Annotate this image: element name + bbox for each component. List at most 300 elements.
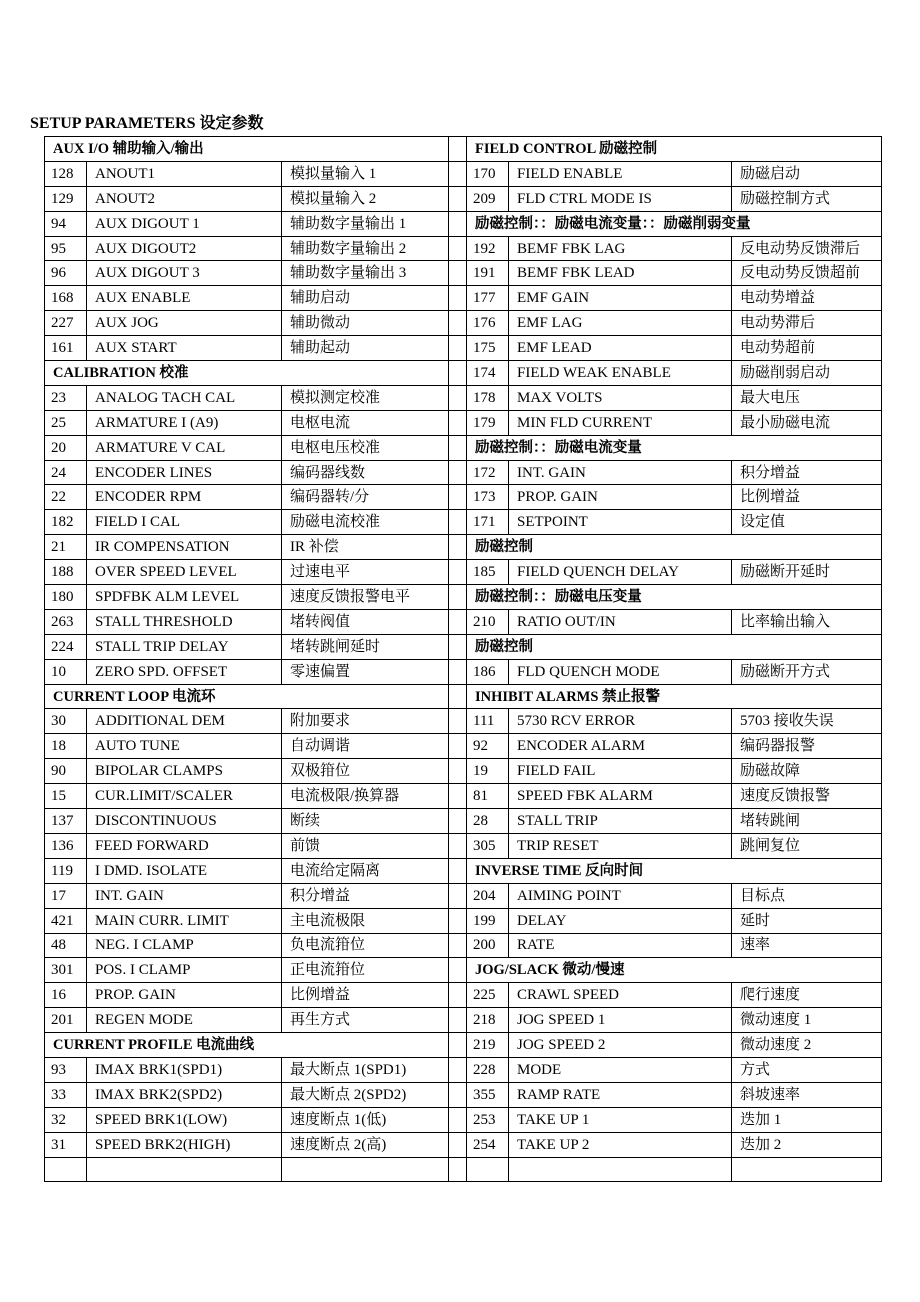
right-param-name: AIMING POINT	[509, 883, 732, 908]
right-param-name: STALL TRIP	[509, 809, 732, 834]
left-param-number: 23	[45, 385, 87, 410]
left-param-description: 辅助数字量输出 2	[282, 236, 449, 261]
left-param-number: 15	[45, 784, 87, 809]
right-param-name: BEMF FBK LEAD	[509, 261, 732, 286]
left-param-number: 90	[45, 759, 87, 784]
left-param-number: 21	[45, 535, 87, 560]
left-param-name: STALL TRIP DELAY	[87, 634, 282, 659]
left-param-name: FIELD I CAL	[87, 510, 282, 535]
left-param-name: INT. GAIN	[87, 883, 282, 908]
left-param-description: 双极箝位	[282, 759, 449, 784]
left-param-number: 201	[45, 1008, 87, 1033]
table-row	[45, 983, 882, 1008]
right-param-number: 92	[467, 734, 509, 759]
left-param-description: 自动调谐	[282, 734, 449, 759]
table-row	[45, 236, 882, 261]
left-param-number: 33	[45, 1082, 87, 1107]
column-gap	[449, 709, 467, 734]
table-row	[45, 435, 882, 460]
right-param-description: 跳闸复位	[732, 833, 882, 858]
table-row	[45, 684, 882, 709]
left-param-number: 137	[45, 809, 87, 834]
left-param-description: 堵转阀值	[282, 609, 449, 634]
column-gap	[449, 784, 467, 809]
right-param-description: 微动速度 1	[732, 1008, 882, 1033]
right-param-name: SETPOINT	[509, 510, 732, 535]
right-param-number: 355	[467, 1082, 509, 1107]
right-param-description: 反电动势反馈滞后	[732, 236, 882, 261]
right-param-description: 积分增益	[732, 460, 882, 485]
right-param-number: 253	[467, 1107, 509, 1132]
table-row	[45, 933, 882, 958]
right-param-description: 设定值	[732, 510, 882, 535]
left-param-description: 堵转跳闸延时	[282, 634, 449, 659]
left-param-description: 辅助数字量输出 1	[282, 211, 449, 236]
left-param-name: IMAX BRK1(SPD1)	[87, 1057, 282, 1082]
left-param-number: 94	[45, 211, 87, 236]
column-gap	[449, 361, 467, 386]
left-param-name	[87, 1157, 282, 1182]
column-gap	[449, 1008, 467, 1033]
left-param-description: 辅助数字量输出 3	[282, 261, 449, 286]
column-gap	[449, 609, 467, 634]
right-param-number: 209	[467, 186, 509, 211]
right-param-number: 204	[467, 883, 509, 908]
right-param-name: BEMF FBK LAG	[509, 236, 732, 261]
right-param-number: 176	[467, 311, 509, 336]
column-gap	[449, 385, 467, 410]
left-param-name: SPEED BRK2(HIGH)	[87, 1132, 282, 1157]
right-param-name	[509, 1157, 732, 1182]
left-param-name: IR COMPENSATION	[87, 535, 282, 560]
right-param-description: 电动势增益	[732, 286, 882, 311]
table-row	[45, 186, 882, 211]
right-param-name: SPEED FBK ALARM	[509, 784, 732, 809]
left-param-name: ANOUT1	[87, 161, 282, 186]
right-param-description: 方式	[732, 1057, 882, 1082]
column-gap	[449, 311, 467, 336]
right-param-name: FIELD ENABLE	[509, 161, 732, 186]
left-param-description: 速度断点 1(低)	[282, 1107, 449, 1132]
right-param-description: 堵转跳闸	[732, 809, 882, 834]
column-gap	[449, 1107, 467, 1132]
left-param-number: 119	[45, 858, 87, 883]
column-gap	[449, 410, 467, 435]
table-row	[45, 908, 882, 933]
table-row	[45, 609, 882, 634]
right-param-name: EMF GAIN	[509, 286, 732, 311]
column-gap	[449, 1033, 467, 1058]
right-param-number: 186	[467, 659, 509, 684]
left-param-name: ENCODER RPM	[87, 485, 282, 510]
right-param-number: 19	[467, 759, 509, 784]
right-param-description: 速率	[732, 933, 882, 958]
table-row	[45, 560, 882, 585]
left-param-name: DISCONTINUOUS	[87, 809, 282, 834]
right-param-name: CRAWL SPEED	[509, 983, 732, 1008]
column-gap	[449, 759, 467, 784]
left-param-description: 附加要求	[282, 709, 449, 734]
left-section-header: AUX I/O 辅助输入/输出	[45, 137, 449, 162]
left-param-number: 22	[45, 485, 87, 510]
right-param-name: PROP. GAIN	[509, 485, 732, 510]
column-gap	[449, 585, 467, 610]
table-row	[45, 410, 882, 435]
right-param-name: EMF LEAD	[509, 336, 732, 361]
right-param-name: INT. GAIN	[509, 460, 732, 485]
left-param-number	[45, 1157, 87, 1182]
left-param-name: AUTO TUNE	[87, 734, 282, 759]
column-gap	[449, 460, 467, 485]
right-param-description: 斜坡速率	[732, 1082, 882, 1107]
right-param-number: 228	[467, 1057, 509, 1082]
table-row	[45, 535, 882, 560]
table-row	[45, 759, 882, 784]
right-param-number: 200	[467, 933, 509, 958]
table-row	[45, 858, 882, 883]
left-section-header: CURRENT LOOP 电流环	[45, 684, 449, 709]
right-param-description: 电动势超前	[732, 336, 882, 361]
right-param-name: FIELD WEAK ENABLE	[509, 361, 732, 386]
left-param-description: 负电流箝位	[282, 933, 449, 958]
table-row	[45, 137, 882, 162]
left-param-name: MAIN CURR. LIMIT	[87, 908, 282, 933]
right-param-description: 比例增益	[732, 485, 882, 510]
column-gap	[449, 908, 467, 933]
column-gap	[449, 161, 467, 186]
table-row	[45, 361, 882, 386]
left-param-description: 断续	[282, 809, 449, 834]
table-row	[45, 883, 882, 908]
right-param-name: FLD QUENCH MODE	[509, 659, 732, 684]
left-param-description: 模拟量输入 1	[282, 161, 449, 186]
right-param-number: 199	[467, 908, 509, 933]
left-param-number: 168	[45, 286, 87, 311]
left-param-number: 30	[45, 709, 87, 734]
right-param-description: 迭加 1	[732, 1107, 882, 1132]
left-param-number: 182	[45, 510, 87, 535]
column-gap	[449, 336, 467, 361]
right-param-name: MODE	[509, 1057, 732, 1082]
parameters-table	[44, 136, 882, 1182]
left-param-number: 17	[45, 883, 87, 908]
table-row	[45, 634, 882, 659]
column-gap	[449, 1057, 467, 1082]
right-param-description	[732, 1157, 882, 1182]
left-param-name: AUX START	[87, 336, 282, 361]
column-gap	[449, 833, 467, 858]
column-gap	[449, 734, 467, 759]
right-param-name: DELAY	[509, 908, 732, 933]
column-gap	[449, 485, 467, 510]
left-param-description: 速度断点 2(高)	[282, 1132, 449, 1157]
left-param-description	[282, 1157, 449, 1182]
left-param-description: 前馈	[282, 833, 449, 858]
right-section-header: INVERSE TIME 反向时间	[467, 858, 882, 883]
right-section-header: JOG/SLACK 微动/慢速	[467, 958, 882, 983]
table-row	[45, 784, 882, 809]
right-param-name: RATIO OUT/IN	[509, 609, 732, 634]
column-gap	[449, 933, 467, 958]
column-gap	[449, 958, 467, 983]
left-param-name: NEG. I CLAMP	[87, 933, 282, 958]
right-param-name: FIELD QUENCH DELAY	[509, 560, 732, 585]
left-param-description: 模拟测定校准	[282, 385, 449, 410]
column-gap	[449, 286, 467, 311]
right-param-number: 28	[467, 809, 509, 834]
left-param-number: 20	[45, 435, 87, 460]
left-param-name: CUR.LIMIT/SCALER	[87, 784, 282, 809]
right-section-header: FIELD CONTROL 励磁控制	[467, 137, 882, 162]
right-param-number: 254	[467, 1132, 509, 1157]
column-gap	[449, 137, 467, 162]
left-param-description: 电流给定隔离	[282, 858, 449, 883]
left-param-number: 128	[45, 161, 87, 186]
column-gap	[449, 261, 467, 286]
table-row	[45, 1008, 882, 1033]
right-param-description: 微动速度 2	[732, 1033, 882, 1058]
right-param-name: RAMP RATE	[509, 1082, 732, 1107]
table-row	[45, 958, 882, 983]
column-gap	[449, 1082, 467, 1107]
table-row	[45, 833, 882, 858]
column-gap	[449, 809, 467, 834]
left-param-name: SPEED BRK1(LOW)	[87, 1107, 282, 1132]
left-param-name: IMAX BRK2(SPD2)	[87, 1082, 282, 1107]
right-param-description: 延时	[732, 908, 882, 933]
right-param-description: 励磁断开方式	[732, 659, 882, 684]
right-param-name: MAX VOLTS	[509, 385, 732, 410]
right-param-number: 172	[467, 460, 509, 485]
left-param-number: 224	[45, 634, 87, 659]
right-param-description: 励磁故障	[732, 759, 882, 784]
table-row	[45, 1082, 882, 1107]
column-gap	[449, 684, 467, 709]
left-param-description: 再生方式	[282, 1008, 449, 1033]
right-param-number: 111	[467, 709, 509, 734]
table-row	[45, 460, 882, 485]
left-param-number: 96	[45, 261, 87, 286]
right-param-number: 210	[467, 609, 509, 634]
left-param-number: 188	[45, 560, 87, 585]
left-param-number: 25	[45, 410, 87, 435]
right-param-description: 爬行速度	[732, 983, 882, 1008]
left-param-number: 31	[45, 1132, 87, 1157]
left-section-header: CURRENT PROFILE 电流曲线	[45, 1033, 449, 1058]
right-section-header: 励磁控制：：励磁电流变量	[467, 435, 882, 460]
right-param-description: 励磁启动	[732, 161, 882, 186]
table-row	[45, 1057, 882, 1082]
column-gap	[449, 858, 467, 883]
right-param-description: 比率输出输入	[732, 609, 882, 634]
left-param-name: FEED FORWARD	[87, 833, 282, 858]
right-param-description: 迭加 2	[732, 1132, 882, 1157]
table-row	[45, 385, 882, 410]
right-param-number: 218	[467, 1008, 509, 1033]
table-row	[45, 510, 882, 535]
right-param-description: 速度反馈报警	[732, 784, 882, 809]
left-param-number: 93	[45, 1057, 87, 1082]
left-param-number: 16	[45, 983, 87, 1008]
left-param-description: 主电流极限	[282, 908, 449, 933]
right-param-description: 励磁削弱启动	[732, 361, 882, 386]
table-row	[45, 336, 882, 361]
column-gap	[449, 435, 467, 460]
right-param-description: 最大电压	[732, 385, 882, 410]
left-param-description: 正电流箝位	[282, 958, 449, 983]
column-gap	[449, 1157, 467, 1182]
right-param-name: ENCODER ALARM	[509, 734, 732, 759]
left-param-name: ANALOG TACH CAL	[87, 385, 282, 410]
column-gap	[449, 634, 467, 659]
right-param-number: 219	[467, 1033, 509, 1058]
left-param-name: ENCODER LINES	[87, 460, 282, 485]
right-param-number: 173	[467, 485, 509, 510]
right-param-name: MIN FLD CURRENT	[509, 410, 732, 435]
left-param-number: 129	[45, 186, 87, 211]
left-param-description: 编码器线数	[282, 460, 449, 485]
column-gap	[449, 211, 467, 236]
right-param-number: 179	[467, 410, 509, 435]
column-gap	[449, 983, 467, 1008]
left-param-number: 18	[45, 734, 87, 759]
left-param-number: 32	[45, 1107, 87, 1132]
right-param-number: 170	[467, 161, 509, 186]
parameters-table-body	[45, 137, 882, 1182]
left-param-description: 编码器转/分	[282, 485, 449, 510]
right-param-name: TAKE UP 1	[509, 1107, 732, 1132]
right-param-name: 5730 RCV ERROR	[509, 709, 732, 734]
right-param-number	[467, 1157, 509, 1182]
left-param-name: PROP. GAIN	[87, 983, 282, 1008]
left-param-name: POS. I CLAMP	[87, 958, 282, 983]
left-param-name: AUX DIGOUT 1	[87, 211, 282, 236]
right-param-description: 最小励磁电流	[732, 410, 882, 435]
left-param-name: AUX JOG	[87, 311, 282, 336]
column-gap	[449, 236, 467, 261]
left-param-description: 最大断点 2(SPD2)	[282, 1082, 449, 1107]
left-param-number: 10	[45, 659, 87, 684]
left-param-description: 比例增益	[282, 983, 449, 1008]
right-param-description: 反电动势反馈超前	[732, 261, 882, 286]
right-section-header: 励磁控制：：励磁电压变量	[467, 585, 882, 610]
column-gap	[449, 535, 467, 560]
table-row	[45, 659, 882, 684]
table-row	[45, 161, 882, 186]
left-param-name: AUX DIGOUT 3	[87, 261, 282, 286]
right-param-name: FLD CTRL MODE IS	[509, 186, 732, 211]
left-param-description: 辅助起动	[282, 336, 449, 361]
right-param-number: 225	[467, 983, 509, 1008]
column-gap	[449, 1132, 467, 1157]
left-param-name: I DMD. ISOLATE	[87, 858, 282, 883]
left-param-description: 辅助启动	[282, 286, 449, 311]
right-param-number: 191	[467, 261, 509, 286]
left-param-description: 最大断点 1(SPD1)	[282, 1057, 449, 1082]
right-param-number: 171	[467, 510, 509, 535]
left-param-name: AUX ENABLE	[87, 286, 282, 311]
table-row	[45, 734, 882, 759]
left-param-name: SPDFBK ALM LEVEL	[87, 585, 282, 610]
right-param-description: 编码器报警	[732, 734, 882, 759]
table-row	[45, 809, 882, 834]
right-param-number: 175	[467, 336, 509, 361]
right-param-description: 目标点	[732, 883, 882, 908]
left-param-name: ARMATURE V CAL	[87, 435, 282, 460]
left-param-name: ZERO SPD. OFFSET	[87, 659, 282, 684]
table-row	[45, 1157, 882, 1182]
right-param-name: RATE	[509, 933, 732, 958]
left-param-name: BIPOLAR CLAMPS	[87, 759, 282, 784]
right-param-description: 5703 接收失误	[732, 709, 882, 734]
left-param-number: 48	[45, 933, 87, 958]
right-param-description: 电动势滞后	[732, 311, 882, 336]
column-gap	[449, 659, 467, 684]
left-param-description: 模拟量输入 2	[282, 186, 449, 211]
right-param-name: JOG SPEED 1	[509, 1008, 732, 1033]
right-param-name: FIELD FAIL	[509, 759, 732, 784]
right-section-header: INHIBIT ALARMS 禁止报警	[467, 684, 882, 709]
left-param-description: 积分增益	[282, 883, 449, 908]
left-param-number: 180	[45, 585, 87, 610]
left-param-number: 24	[45, 460, 87, 485]
right-param-name: JOG SPEED 2	[509, 1033, 732, 1058]
left-param-number: 263	[45, 609, 87, 634]
right-param-number: 177	[467, 286, 509, 311]
right-param-name: TAKE UP 2	[509, 1132, 732, 1157]
left-param-number: 421	[45, 908, 87, 933]
right-param-number: 305	[467, 833, 509, 858]
left-param-name: ADDITIONAL DEM	[87, 709, 282, 734]
right-param-name: EMF LAG	[509, 311, 732, 336]
left-param-description: IR 补偿	[282, 535, 449, 560]
column-gap	[449, 510, 467, 535]
left-param-description: 速度反馈报警电平	[282, 585, 449, 610]
right-param-description: 励磁断开延时	[732, 560, 882, 585]
table-row	[45, 211, 882, 236]
table-row	[45, 261, 882, 286]
left-param-number: 95	[45, 236, 87, 261]
left-param-name: ARMATURE I (A9)	[87, 410, 282, 435]
right-param-name: TRIP RESET	[509, 833, 732, 858]
left-param-description: 电枢电流	[282, 410, 449, 435]
left-param-description: 励磁电流校准	[282, 510, 449, 535]
left-param-name: REGEN MODE	[87, 1008, 282, 1033]
column-gap	[449, 883, 467, 908]
table-row	[45, 709, 882, 734]
table-row	[45, 485, 882, 510]
right-param-number: 81	[467, 784, 509, 809]
table-row	[45, 1107, 882, 1132]
left-param-description: 电流极限/换算器	[282, 784, 449, 809]
left-param-description: 过速电平	[282, 560, 449, 585]
right-section-header: 励磁控制：：励磁电流变量：：励磁削弱变量	[467, 211, 882, 236]
right-param-number: 178	[467, 385, 509, 410]
left-param-name: ANOUT2	[87, 186, 282, 211]
table-row	[45, 311, 882, 336]
left-param-name: AUX DIGOUT2	[87, 236, 282, 261]
left-param-number: 161	[45, 336, 87, 361]
left-param-description: 电枢电压校准	[282, 435, 449, 460]
right-section-header: 励磁控制	[467, 634, 882, 659]
left-section-header: CALIBRATION 校准	[45, 361, 449, 386]
left-param-number: 136	[45, 833, 87, 858]
column-gap	[449, 186, 467, 211]
left-param-number: 227	[45, 311, 87, 336]
left-param-description: 辅助微动	[282, 311, 449, 336]
table-row	[45, 286, 882, 311]
page-title: SETUP PARAMETERS 设定参数	[30, 115, 264, 132]
